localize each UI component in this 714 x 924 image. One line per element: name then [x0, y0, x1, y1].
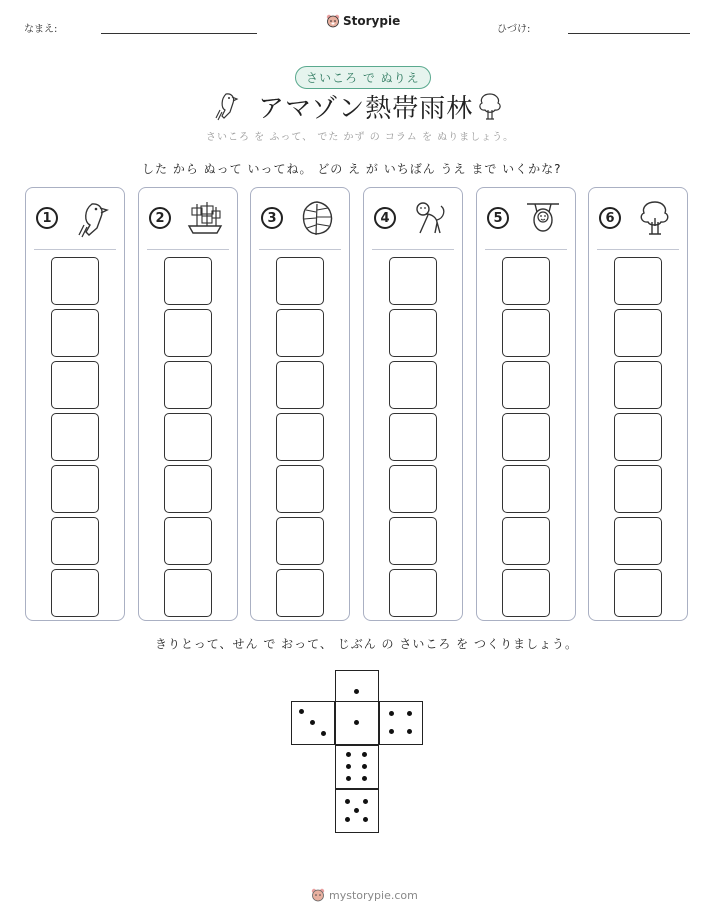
date-line[interactable] — [568, 33, 690, 34]
color-box[interactable] — [164, 517, 212, 565]
activity-badge: さいころ で ぬりえ — [295, 66, 431, 89]
color-box[interactable] — [51, 517, 99, 565]
color-box[interactable] — [502, 257, 550, 305]
color-box[interactable] — [389, 569, 437, 617]
tree-icon — [635, 198, 675, 238]
color-box[interactable] — [614, 413, 662, 461]
color-box[interactable] — [51, 413, 99, 461]
pip — [407, 729, 412, 734]
tree-icon — [475, 90, 505, 122]
column-6 — [588, 187, 688, 621]
brand-logo — [326, 14, 400, 28]
pip — [310, 720, 315, 725]
pip — [345, 799, 350, 804]
parrot-icon — [72, 198, 112, 238]
color-box[interactable] — [276, 309, 324, 357]
color-box[interactable] — [614, 309, 662, 357]
color-box[interactable] — [164, 465, 212, 513]
sloth-icon — [523, 198, 563, 238]
footer — [311, 888, 418, 902]
pip — [345, 817, 350, 822]
color-box[interactable] — [51, 257, 99, 305]
pip — [362, 752, 367, 757]
pip — [299, 709, 304, 714]
color-box[interactable] — [164, 361, 212, 409]
column-divider — [147, 249, 229, 250]
die-face-right[interactable] — [379, 701, 423, 745]
instruction-text: した から ぬって いってね。 どの え が いちばん うえ まで いくかな? — [142, 162, 562, 176]
column-1 — [25, 187, 125, 621]
subtitle: さいころ を ふって、 でた かず の コラム を ぬりましょう。 — [206, 132, 515, 143]
column-divider — [34, 249, 116, 250]
pip — [389, 711, 394, 716]
pip — [362, 776, 367, 781]
name-line[interactable] — [101, 33, 257, 34]
bear-logo-icon — [326, 14, 340, 28]
parrot-icon — [212, 90, 240, 122]
color-box[interactable] — [51, 309, 99, 357]
column-4 — [363, 187, 463, 621]
color-box[interactable] — [51, 465, 99, 513]
column-number: 1 — [36, 207, 58, 229]
pip — [346, 776, 351, 781]
pip — [346, 752, 351, 757]
column-number: 6 — [599, 207, 621, 229]
pip — [354, 808, 359, 813]
color-box[interactable] — [164, 257, 212, 305]
pip — [354, 720, 359, 725]
color-box[interactable] — [276, 257, 324, 305]
pip — [363, 799, 368, 804]
page-title: アマゾン熱帯雨林 — [258, 94, 474, 124]
ship-icon — [185, 198, 225, 238]
column-divider — [597, 249, 679, 250]
column-divider — [485, 249, 567, 250]
column-number: 2 — [149, 207, 171, 229]
brand-name: Storypie — [343, 14, 401, 28]
color-box[interactable] — [502, 309, 550, 357]
column-5 — [476, 187, 576, 621]
pip — [407, 711, 412, 716]
color-box[interactable] — [51, 361, 99, 409]
die-face-lower[interactable] — [335, 745, 379, 789]
color-box[interactable] — [502, 413, 550, 461]
color-box[interactable] — [502, 517, 550, 565]
name-label: なまえ: — [24, 24, 58, 35]
monstera-leaf-icon — [297, 198, 337, 238]
color-box[interactable] — [164, 413, 212, 461]
pip — [363, 817, 368, 822]
color-box[interactable] — [389, 361, 437, 409]
color-box[interactable] — [502, 465, 550, 513]
color-box[interactable] — [51, 569, 99, 617]
column-3 — [250, 187, 350, 621]
column-number: 3 — [261, 207, 283, 229]
color-box[interactable] — [502, 569, 550, 617]
color-box[interactable] — [614, 361, 662, 409]
pip — [362, 764, 367, 769]
color-box[interactable] — [389, 309, 437, 357]
color-box[interactable] — [164, 309, 212, 357]
color-box[interactable] — [389, 517, 437, 565]
column-divider — [259, 249, 341, 250]
color-box[interactable] — [614, 569, 662, 617]
pip — [346, 764, 351, 769]
pip — [321, 731, 326, 736]
bear-logo-icon — [311, 888, 325, 902]
column-number: 4 — [374, 207, 396, 229]
color-box[interactable] — [276, 465, 324, 513]
column-divider — [372, 249, 454, 250]
color-box[interactable] — [614, 517, 662, 565]
color-box[interactable] — [614, 465, 662, 513]
color-box[interactable] — [276, 361, 324, 409]
cut-instruction: きりとって、せん で おって、 じぶん の さいころ を つくりましょう。 — [155, 637, 578, 651]
monkey-icon — [410, 198, 450, 238]
color-box[interactable] — [276, 517, 324, 565]
color-box[interactable] — [614, 257, 662, 305]
die-face-bottom[interactable] — [335, 789, 379, 833]
pip — [389, 729, 394, 734]
color-box[interactable] — [389, 257, 437, 305]
color-box[interactable] — [164, 569, 212, 617]
color-box[interactable] — [502, 361, 550, 409]
die-face-left[interactable] — [291, 701, 335, 745]
column-2 — [138, 187, 238, 621]
footer-url[interactable]: mystorypie.com — [329, 888, 418, 902]
color-box[interactable] — [276, 413, 324, 461]
column-number: 5 — [487, 207, 509, 229]
pip — [354, 689, 359, 694]
color-box[interactable] — [389, 465, 437, 513]
color-box[interactable] — [389, 413, 437, 461]
die-face-center[interactable] — [335, 701, 379, 745]
date-label: ひづけ: — [497, 24, 531, 35]
color-box[interactable] — [276, 569, 324, 617]
